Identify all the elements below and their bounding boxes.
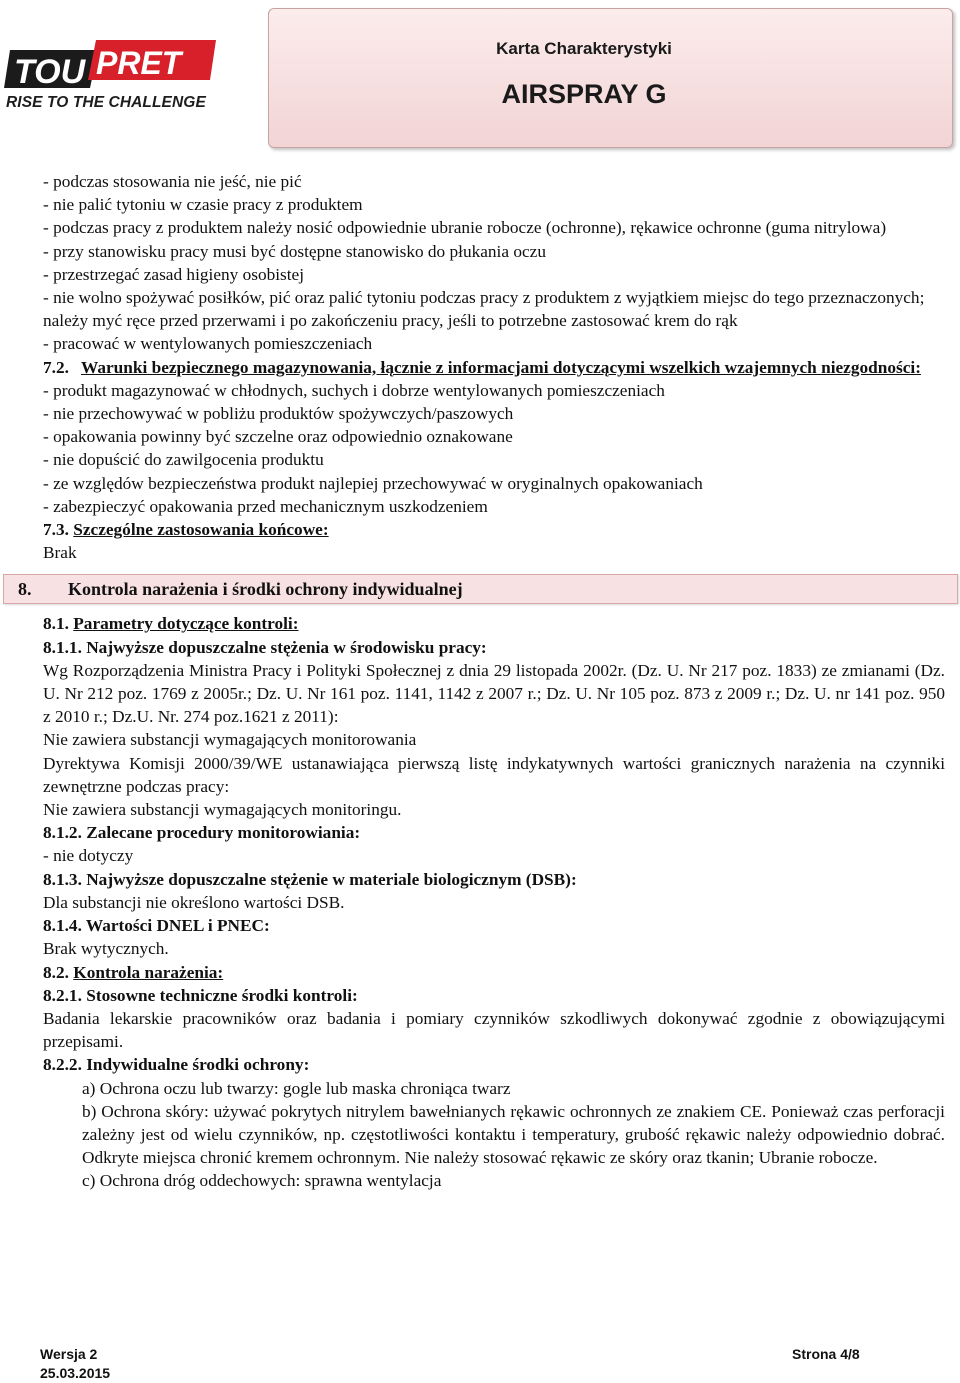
section-8-1-3-heading: 8.1.3. Najwyższe dopuszczalne stężenie w materiale biologicznym (DSB): (43, 869, 577, 889)
list-item: - pracować w wentylowanych pomieszczeniach (43, 334, 373, 354)
list-item: - produkt magazynować w chłodnych, suchych i dobrze wentylowanych pomieszczeniach (43, 380, 665, 400)
document-version: Wersja 2 (40, 1346, 98, 1362)
document-body (18, 170, 945, 1193)
list-item: - nie palić tytoniu w czasie pracy z produktem (43, 195, 363, 215)
logo-tou-text: TOU (14, 53, 86, 91)
section-number: 8.1. (43, 614, 69, 634)
section-7-3-text: Brak (43, 543, 77, 563)
storage-bullet-list (43, 379, 945, 518)
list-item: b) Ochrona skóry: używać pokrytych nitrylem bawełnianych rękawic ochronnych ze znakiem CE. Ponieważ czas perforacji zależny jest od wielu czynników, np. częstotliwości kontaktu i temperatury, grubość rękawic należy odpowiednio dobrać. Odkryte miejsca chronić kremem ochronnym. Nie należy stosować rękawic ze skóry oraz tkanin; Ubranie robocze. (82, 1101, 945, 1168)
paragraph: Wg Rozporządzenia Ministra Pracy i Polityki Społecznej z dnia 29 listopada 2002r. (Dz. U. Nr 217 poz. 1833) ze zmianami (Dz. U. Nr 212 poz. 1769 z 2005r.; Dz. U. Nr 161 poz. 1141, 1142 z 2007 r.; Dz. U. Nr 105 poz. 873 z 2009 r.; Dz. U. nr 141 poz. 950 z 2010 r.; Dz.U. Nr. 274 poz.1621 z 2011): (43, 660, 945, 727)
section-number: 7.2. (43, 357, 69, 377)
list-item: - opakowania powinny być szczelne oraz odpowiednio oznakowane (43, 427, 513, 447)
paragraph: Nie zawiera substancji wymagających monitorowania (43, 730, 417, 750)
paragraph: - nie dotyczy (43, 846, 134, 866)
logo-tagline: RISE TO THE CHALLENGE (6, 94, 206, 111)
section-number: 8.2. (43, 962, 69, 982)
paragraph: Badania lekarskie pracowników oraz badania i pomiary czynników szkodliwych dokonywać zgodnie z obowiązującymi przepisami. (43, 1008, 945, 1052)
section-title: Parametry dotyczące kontroli: (73, 614, 299, 634)
paragraph: Dyrektywa Komisji 2000/39/WE ustanawiająca pierwszą listę indykatywnych wartości granicznych narażenia na czynniki zewnętrzne podczas pracy: (43, 753, 945, 796)
list-item: - przy stanowisku pracy musi być dostępne stanowisko do płukania oczu (43, 241, 546, 261)
paragraph: Dla substancji nie określono wartości DSB. (43, 892, 345, 912)
section-8-1-4-heading: 8.1.4. Wartości DNEL i PNEC: (43, 916, 270, 936)
section-8-header-bar (3, 574, 958, 604)
handling-bullet-list (43, 170, 945, 356)
section-number: 7.3. (43, 520, 69, 540)
section-title: Kontrola narażenia: (73, 962, 224, 982)
list-item: - nie dopuścić do zawilgocenia produktu (43, 450, 324, 470)
section-title: Szczególne zastosowania końcowe: (73, 520, 329, 540)
toupret-logo-icon (4, 36, 216, 96)
page-number: Strona 4/8 (792, 1346, 860, 1362)
section-8-1-1-heading: 8.1.1. Najwyższe dopuszczalne stężenia w środowisku pracy: (43, 637, 487, 657)
company-logo (4, 36, 216, 116)
document-title-box (268, 8, 953, 148)
paragraph: Brak wytycznych. (43, 939, 169, 959)
section-title: Warunki bezpiecznego magazynowania, łącznie z informacjami dotyczącymi wszelkich wzajemnych niezgodności: (81, 357, 921, 377)
list-item: - podczas stosowania nie jeść, nie pić (43, 172, 302, 191)
list-item: - podczas pracy z produktem należy nosić odpowiednie ubranie robocze (ochronne), rękawice ochronne (guma nitrylowa) (43, 218, 887, 238)
product-name: AIRSPRAY G (501, 79, 667, 109)
section-title: Kontrola narażenia i środki ochrony indywidualnej (68, 578, 463, 599)
list-item: a) Ochrona oczu lub twarzy: gogle lub maska chroniąca twarz (82, 1078, 511, 1098)
footer-version-block (40, 1345, 110, 1383)
document-date: 25.03.2015 (40, 1365, 111, 1381)
list-item: - nie przechowywać w pobliżu produktów spożywczych/paszowych (43, 404, 514, 424)
document-type: Karta Charakterystyki (496, 39, 672, 58)
section-8-2-heading (43, 961, 945, 984)
list-item: c) Ochrona dróg oddechowych: sprawna wentylacja (82, 1171, 442, 1191)
list-item: - nie wolno spożywać posiłków, pić oraz palić tytoniu podczas pracy z produktem z wyjątkiem miejsc do tego przeznaczonych; należy myć ręce przed przerwami i po zakończeniu pracy, jeśli to potrzebne zastosować krem do rąk (43, 288, 925, 331)
logo-pret-text: PRET (96, 45, 182, 81)
section-8-1-heading (43, 612, 945, 635)
paragraph: Nie zawiera substancji wymagających monitoringu. (43, 800, 402, 820)
list-item: - zabezpieczyć opakowania przed mechanicznym uszkodzeniem (43, 496, 488, 516)
list-item: - przestrzegać zasad higieny osobistej (43, 264, 305, 284)
section-number: 8. (18, 578, 32, 599)
section-8-1-2-heading: 8.1.2. Zalecane procedury monitorowiania: (43, 823, 361, 843)
section-7-3-heading (43, 518, 945, 541)
section-8-2-1-heading: 8.2.1. Stosowne techniczne środki kontroli: (43, 985, 358, 1005)
section-7-2-heading (43, 356, 945, 379)
list-item: - ze względów bezpieczeństwa produkt najlepiej przechowywać w oryginalnych opakowaniach (43, 473, 703, 493)
section-8-2-2-heading: 8.2.2. Indywidualne środki ochrony: (43, 1055, 310, 1075)
